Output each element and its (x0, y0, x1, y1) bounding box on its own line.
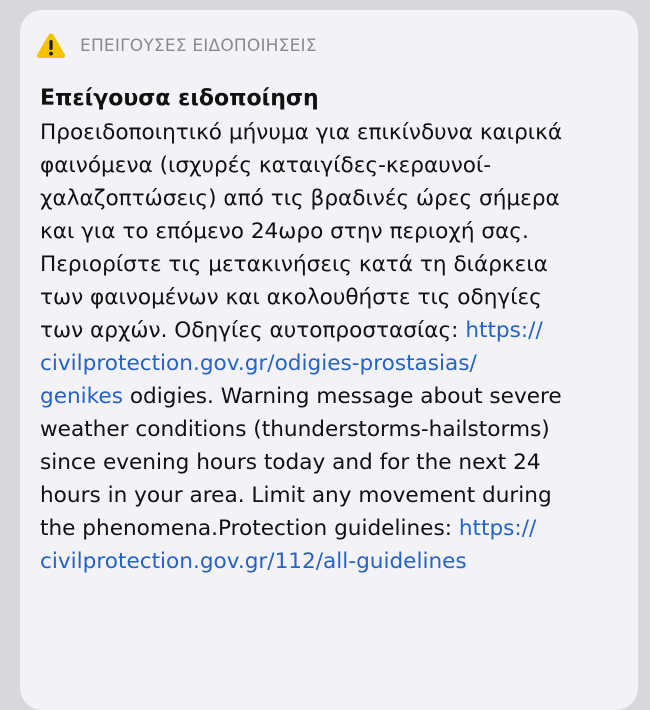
message-line (40, 215, 632, 248)
message-text: και για το επόμενο 24ωρο στην περιοχή σας. (40, 219, 529, 244)
message-text: odigies. Warning message about severe (122, 384, 562, 409)
message-line (40, 314, 632, 347)
guidelines-link-en[interactable]: https:// (458, 516, 537, 541)
alert-header (36, 32, 317, 59)
message-line (40, 116, 632, 149)
guidelines-link-gr[interactable]: civilprotection.gov.gr/odigies-prostasias/ (40, 351, 477, 376)
message-line (40, 545, 632, 578)
message-text: weather conditions (thunderstorms-hailstorms) (40, 417, 550, 442)
message-line (40, 149, 632, 182)
warning-triangle-icon (36, 32, 66, 59)
message-line (40, 479, 632, 512)
guidelines-link-gr[interactable]: genikes (40, 384, 123, 409)
message-text: Προειδοποιητικό μήνυμα για επικίνδυνα καιρικά (40, 120, 563, 145)
message-line (40, 281, 632, 314)
alert-title: Επείγουσα ειδοποίηση (40, 86, 319, 111)
message-text: χαλαζοπτώσεις) από τις βραδινές ώρες σήμερα (40, 186, 560, 211)
message-line (40, 182, 632, 215)
message-line (40, 248, 632, 281)
message-text: Περιορίστε τις μετακινήσεις κατά τη διάρκεια (40, 252, 548, 277)
message-line (40, 413, 632, 446)
message-text: των αρχών. Οδηγίες αυτοπροστασίας: (40, 318, 466, 343)
message-text: φαινόμενα (ισχυρές καταιγίδες-κεραυνοί- (40, 153, 492, 178)
guidelines-link-gr[interactable]: https:// (465, 318, 543, 343)
alert-message-body (40, 116, 632, 578)
message-line (40, 347, 632, 380)
emergency-alert-card[interactable] (20, 10, 638, 710)
message-text: των φαινομένων και ακολουθήστε τις οδηγίες (40, 285, 542, 310)
guidelines-link-en[interactable]: civilprotection.gov.gr/112/all-guidelines (40, 549, 467, 574)
message-text: since evening hours today and for the next 24 (40, 450, 541, 475)
message-line (40, 512, 632, 545)
message-line (40, 446, 632, 479)
message-line (40, 380, 632, 413)
alert-category-label: ΕΠΕΙΓΟΥΣΕΣ ΕΙΔΟΠΟΙΗΣΕΙΣ (80, 35, 317, 56)
message-text: hours in your area. Limit any movement during (40, 483, 552, 508)
message-text: the phenomena.Protection guidelines: (40, 516, 459, 541)
